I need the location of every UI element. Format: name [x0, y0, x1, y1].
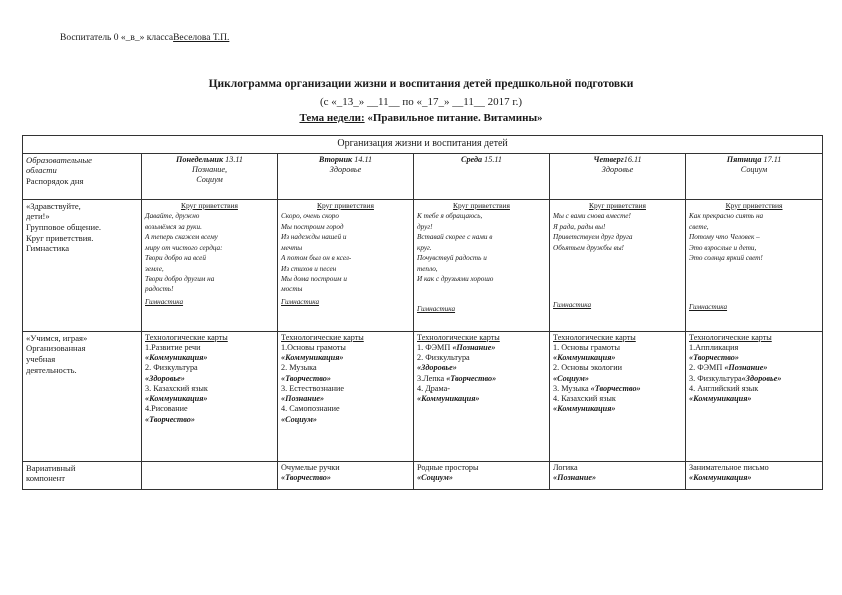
greeting-cell-monday [142, 199, 278, 331]
educator-prefix: Воспитатель 0 «_в_» класса [60, 33, 174, 43]
learning-left-line: Организованная [26, 343, 86, 354]
lesson-area: «Творчество» [446, 373, 497, 383]
learning-cell-thursday [550, 331, 686, 461]
greeting-title: Круг приветствия [181, 200, 238, 210]
theme-value: «Правильное питание. Витамины» [364, 112, 543, 124]
lesson-subject: 3. Казахский язык [145, 383, 208, 393]
corner-line: Образовательные [26, 154, 92, 165]
corner-line: области [26, 165, 57, 176]
greeting-title: Круг приветствия [589, 200, 646, 210]
lesson-area: «Социум» [553, 373, 589, 383]
variative-cell-monday [142, 461, 278, 489]
greeting-cell-friday [686, 199, 823, 331]
greeting-cell-thursday [550, 199, 686, 331]
day-name: Понедельник [176, 154, 224, 164]
day-area: Социум [740, 164, 768, 174]
variative-left-cell [23, 461, 142, 489]
variative-area: «Творчество» [281, 472, 331, 482]
lesson-area: «Здоровье» [741, 373, 782, 383]
greeting-line: Как прекрасно сиять на [689, 212, 764, 221]
greeting-line: свете, [689, 222, 709, 231]
lesson-area: «Познание» [452, 342, 496, 352]
day-header-wednesday [414, 153, 550, 199]
greeting-line: Скоро, очень скоро [281, 212, 339, 221]
greeting-line: Вставай скорее с нами в [417, 233, 493, 242]
variative-cell-thursday [550, 461, 686, 489]
greeting-line: Почувствуй радость и [417, 254, 487, 263]
greeting-line: Потому что Человек – [689, 233, 760, 242]
greeting-footer: Гимнастика [417, 305, 456, 314]
greeting-title: Круг приветствия [725, 200, 783, 210]
learning-cell-friday [686, 331, 823, 461]
lesson-subject: 2. Физкультура [145, 363, 198, 373]
greeting-line: А потом был он в ксел- [281, 254, 352, 263]
day-area: Познание, [191, 164, 228, 174]
learning-left-line: учебная [26, 353, 56, 364]
day-header-monday [142, 153, 278, 199]
variative-area: «Социум» [417, 472, 453, 482]
day-area: Социум [196, 175, 223, 184]
lesson-area: «Творчество» [689, 353, 739, 362]
greeting-line: мечты [281, 243, 303, 252]
lesson-subject: 4. Казахский язык [553, 394, 616, 403]
variative-subject: Занимательное письмо [689, 462, 769, 472]
learning-left-cell [23, 331, 142, 461]
lesson-area: «Познание» [724, 363, 768, 373]
lesson-subject: 1. ФЭМП [417, 342, 451, 352]
variative-subject: Родные просторы [417, 462, 479, 472]
lesson-area: «Здоровье» [417, 363, 457, 373]
greeting-line: Твори добро на всей [145, 254, 206, 263]
greeting-line: друг! [417, 222, 433, 231]
learning-cell-monday [142, 331, 278, 461]
lesson-area: «Творчество» [281, 373, 331, 383]
card-header: Технологические карты [417, 332, 500, 342]
greeting-left-line: «Здравствуйте, [26, 200, 81, 211]
section-title-row [23, 136, 823, 154]
lesson-area: «Творчество» [590, 383, 641, 393]
variative-area: «Коммуникация» [689, 472, 752, 482]
greeting-line: Мы дома построим и [281, 275, 347, 283]
lesson-area: «Коммуникация» [689, 394, 752, 403]
greeting-left-line: Групповое общение. [26, 221, 102, 232]
greeting-footer: Гимнастика [145, 297, 184, 306]
corner-line: Распорядок дня [26, 175, 84, 186]
card-header: Технологические карты [145, 332, 228, 342]
day-date: 14.11 [354, 154, 373, 164]
greeting-line: Это солнца яркий свет! [689, 254, 763, 263]
day-name: Четверг [593, 154, 624, 164]
greeting-cell-tuesday [278, 199, 414, 331]
variative-row [23, 461, 823, 489]
greeting-line: Объятьем дружбы вы! [553, 243, 624, 252]
variative-left-line: Вариативный [26, 462, 76, 473]
greeting-line: Я рада, рады вы! [553, 222, 606, 231]
lesson-area: «Коммуникация» [281, 353, 344, 362]
lesson-subject: 4. Английский язык [689, 383, 759, 393]
greeting-line: И как с друзьями хорошо [417, 275, 494, 283]
day-name: Пятница [726, 154, 762, 164]
card-header: Технологические карты [689, 332, 772, 342]
day-name: Вторник [318, 154, 353, 164]
learning-cell-tuesday [278, 331, 414, 461]
greeting-line: миру от чистого сердца: [145, 243, 223, 252]
lesson-subject: 1.Развитие речи [145, 342, 201, 352]
educator-name: Веселова Т.П. [173, 33, 230, 43]
lesson-area: «Социум» [281, 414, 317, 424]
greeting-line: круг. [417, 243, 432, 252]
greeting-title: Круг приветствия [453, 200, 510, 210]
greeting-line: Мы построим город [281, 222, 344, 231]
lesson-subject: 2. Основы экологии [553, 363, 622, 373]
lesson-subject: 1. Основы грамоты [553, 342, 620, 352]
lesson-subject: 3.Лепка [417, 373, 445, 383]
greeting-footer: Гимнастика [689, 302, 728, 311]
day-area: Здоровье [329, 164, 362, 174]
lesson-subject: 1.Аппликация [689, 342, 739, 352]
page-title: Циклограмма организации жизни и воспитания детей предшкольной подготовки [208, 78, 634, 90]
variative-area: «Познание» [553, 472, 597, 482]
greeting-line: Приветствуем друг друга [553, 233, 633, 242]
greeting-title: Круг приветствия [317, 200, 374, 210]
lesson-subject: 1.Основы грамоты [281, 342, 346, 352]
day-date: 15.11 [484, 154, 502, 164]
learning-left-line: деятельность. [26, 364, 77, 375]
day-date: 13.11 [225, 154, 243, 164]
day-date: 17.11 [763, 154, 782, 164]
greeting-row [23, 199, 823, 331]
variative-subject: Очумелые ручки [281, 462, 340, 472]
lesson-subject: 3. Физкультура [689, 373, 742, 383]
greeting-left-line: Гимнастика [26, 243, 70, 254]
card-header: Технологические карты [281, 332, 364, 342]
greeting-line: Это взрослые и дети, [689, 243, 757, 252]
variative-cell-wednesday [414, 461, 550, 489]
greeting-left-line: Круг приветствия. [26, 232, 94, 243]
theme-label: Тема недели: [299, 112, 365, 124]
learning-cell-wednesday [414, 331, 550, 461]
lesson-subject: 2. ФЭМП [689, 363, 723, 373]
greeting-footer: Гимнастика [281, 297, 320, 306]
lesson-area: «Коммуникация» [417, 394, 480, 403]
greeting-left-line: дети!» [26, 211, 50, 222]
greeting-line: Мы с вами снова вместе! [553, 212, 631, 221]
lesson-area: «Коммуникация» [553, 404, 616, 414]
lesson-subject: 4.Рисование [145, 404, 188, 414]
section-title: Организация жизни и воспитания детей [23, 136, 823, 154]
corner-cell [23, 153, 142, 199]
greeting-line: земле, [145, 264, 164, 273]
greeting-cell-wednesday [414, 199, 550, 331]
lesson-area: «Коммуникация» [145, 394, 208, 403]
variative-cell-friday [686, 461, 823, 489]
lesson-area: «Коммуникация» [145, 353, 208, 362]
day-header-row [23, 153, 823, 199]
variative-cell-tuesday [278, 461, 414, 489]
educator-line [60, 33, 229, 43]
lesson-area: «Здоровье» [145, 373, 185, 383]
greeting-line: возьмёмся за руки. [145, 222, 202, 231]
lesson-subject: 4. Самопознание [281, 404, 340, 414]
day-header-thursday [550, 153, 686, 199]
day-date: 16.11 [623, 154, 642, 164]
greeting-line: К тебе я обращаюсь, [417, 212, 483, 221]
greeting-line: мосты [281, 285, 303, 294]
greeting-line: Из стихов и песен [281, 264, 337, 273]
lesson-subject: 3. Музыка [553, 383, 589, 393]
day-name: Среда [460, 154, 483, 164]
week-theme [0, 112, 842, 124]
greeting-line: Твори добро другим на [145, 275, 215, 283]
period-line: (с «_13_» __11__ по «_17_» __11__ 2017 г.) [319, 96, 523, 108]
learning-left-line: «Учимся, играя» [26, 332, 88, 343]
greeting-line: А теперь скажем всему [145, 233, 218, 242]
lesson-subject: 2. Музыка [281, 363, 317, 373]
lesson-subject: 4. Драма- [417, 383, 450, 393]
greeting-left-cell [23, 199, 142, 331]
day-header-friday [686, 153, 823, 199]
lesson-area: «Коммуникация» [553, 353, 616, 362]
day-area: Здоровье [601, 164, 634, 174]
lesson-subject: 3. Естествознание [281, 383, 345, 393]
lesson-area: «Творчество» [145, 414, 195, 424]
variative-left-line: компонент [26, 473, 65, 484]
card-header: Технологические карты [553, 332, 636, 342]
lesson-subject: 2. Физкультура [417, 353, 470, 362]
greeting-line: радость! [145, 285, 174, 294]
lesson-area: «Познание» [281, 394, 325, 403]
day-header-tuesday [278, 153, 414, 199]
greeting-line: тепло, [417, 264, 438, 273]
schedule-table [22, 135, 823, 490]
variative-subject: Логика [553, 462, 578, 472]
greeting-footer: Гимнастика [553, 301, 592, 310]
greeting-line: Из надежды нашей и [281, 233, 347, 242]
greeting-line: Давайте, дружно [145, 212, 200, 221]
learning-row [23, 331, 823, 461]
